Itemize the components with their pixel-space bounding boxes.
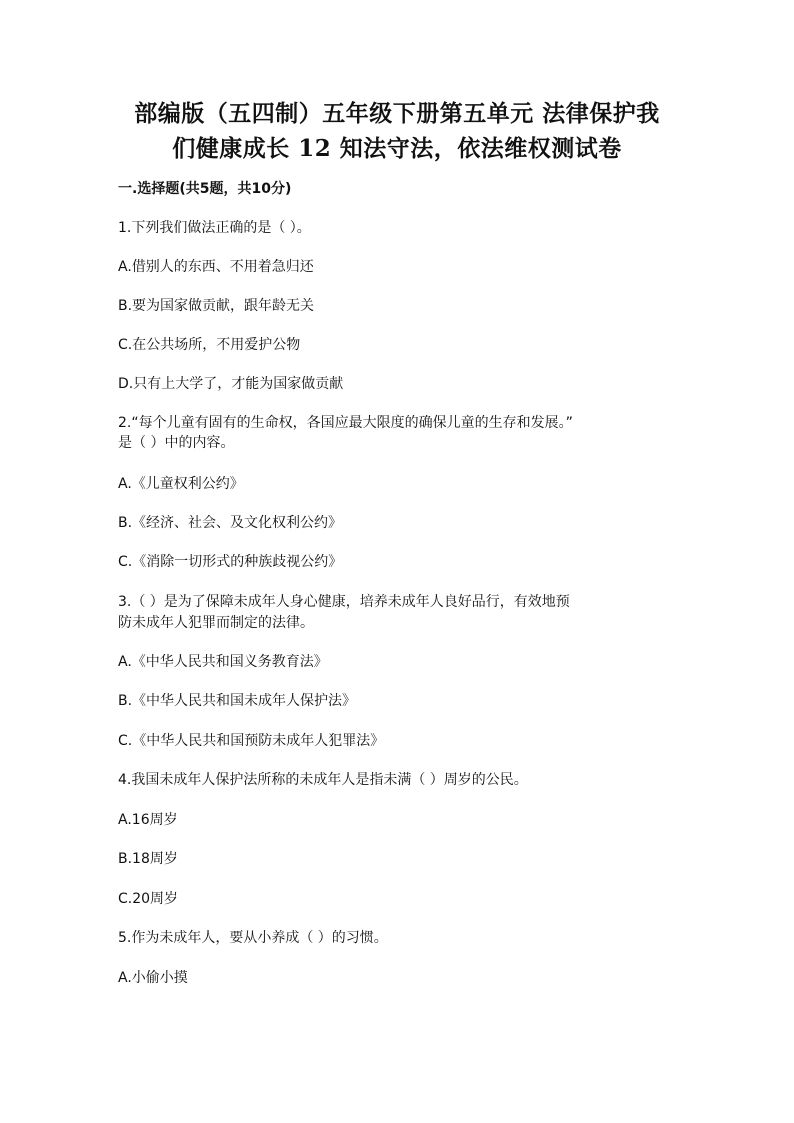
question-2-option-a: A.《儿童权利公约》 <box>118 476 244 492</box>
question-5-option-a: A.小偷小摸 <box>118 970 188 986</box>
page-title-line-1: 部编版（五四制）五年级下册第五单元 法律保护我 <box>134 100 660 127</box>
page-title-line-2: 们健康成长 12 知法守法，依法维权测试卷 <box>172 135 622 162</box>
question-4-option-c: C.20周岁 <box>118 891 179 907</box>
question-4-stem: 4.我国未成年人保护法所称的未成年人是指未满（ ）周岁的公民。 <box>118 772 528 788</box>
question-1-option-a: A.借别人的东西、不用着急归还 <box>118 259 314 275</box>
question-5-stem: 5.作为未成年人，要从小养成（ ）的习惯。 <box>118 930 388 946</box>
question-3-option-c: C.《中华人民共和国预防未成年人犯罪法》 <box>118 733 385 749</box>
question-1-stem: 1.下列我们做法正确的是（ ）。 <box>118 220 311 236</box>
question-3-stem-line-1: 3.（ ）是为了保障未成年人身心健康，培养未成年人良好品行，有效地预 <box>118 594 570 610</box>
question-2-stem-line-2: 是（ ）中的内容。 <box>118 435 235 451</box>
question-2-stem-line-1: 2.“每个儿童有固有的生命权，各国应最大限度的确保儿童的生存和发展。” <box>118 415 573 431</box>
question-3-option-a: A.《中华人民共和国义务教育法》 <box>118 654 328 670</box>
question-1-option-c: C.在公共场所，不用爱护公物 <box>118 337 301 353</box>
question-2-option-c: C.《消除一切形式的种族歧视公约》 <box>118 554 343 570</box>
question-2-option-b: B.《经济、社会、及文化权利公约》 <box>118 515 343 531</box>
question-1-option-d: D.只有上大学了，才能为国家做贡献 <box>118 376 344 392</box>
section-heading: 一.选择题(共5题，共10分) <box>118 181 292 197</box>
question-3-option-b: B.《中华人民共和国未成年人保护法》 <box>118 693 357 709</box>
question-4-option-a: A.16周岁 <box>118 812 178 828</box>
question-1-option-b: B.要为国家做贡献，跟年龄无关 <box>118 298 315 314</box>
question-3-stem-line-2: 防未成年人犯罪而制定的法律。 <box>118 615 314 631</box>
question-4-option-b: B.18周岁 <box>118 851 178 867</box>
